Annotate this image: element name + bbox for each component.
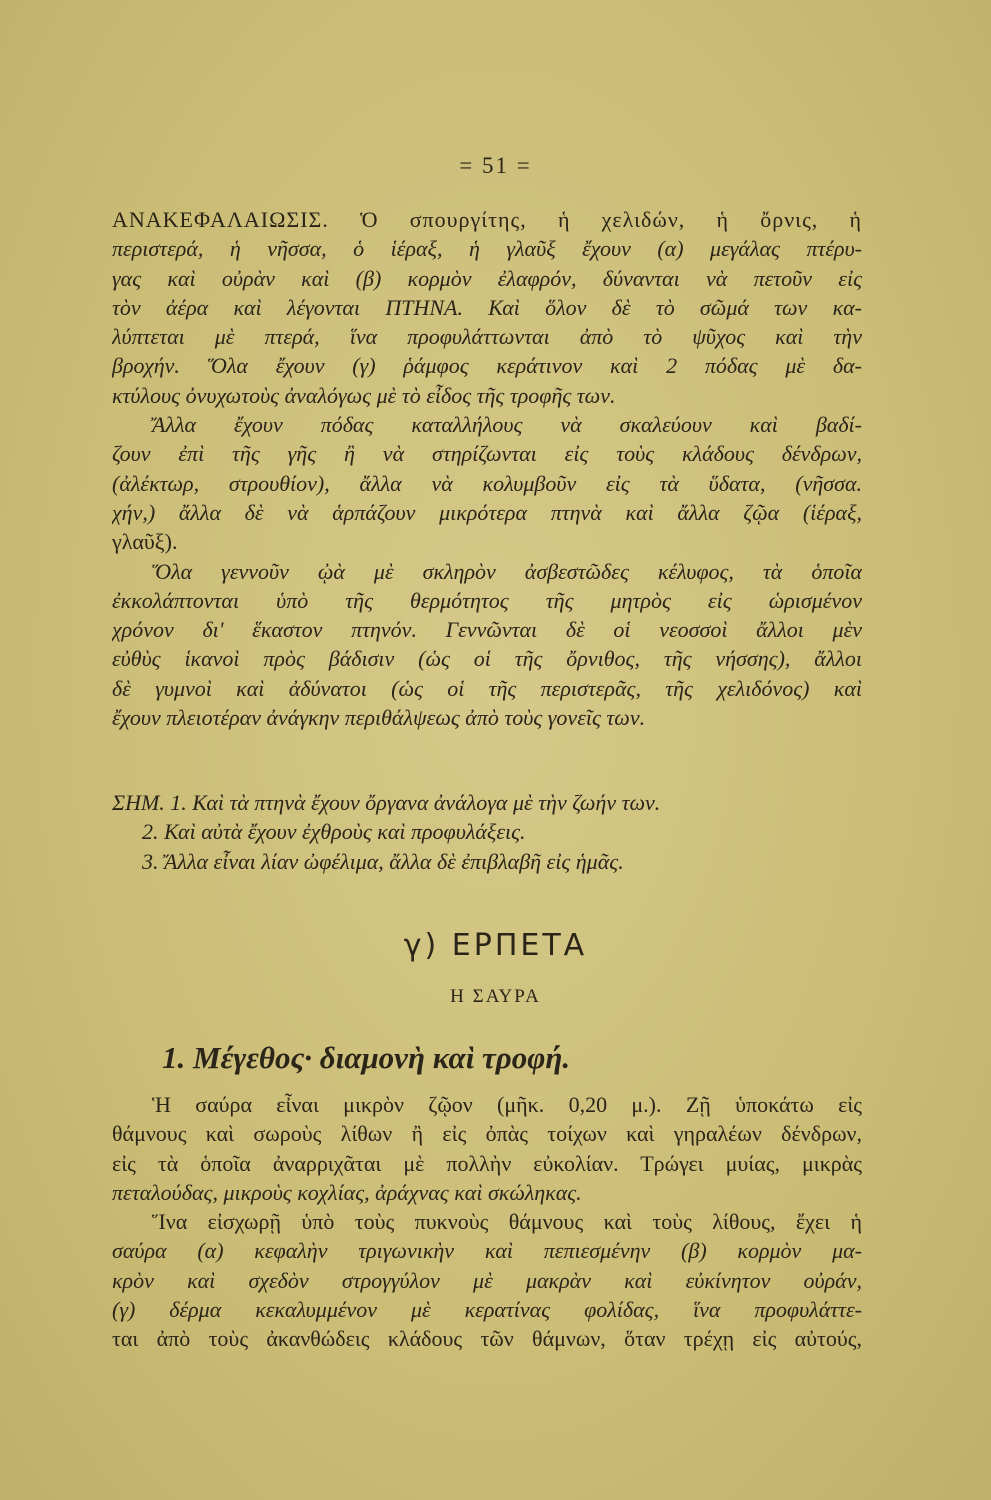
summary-line: λύπτεται μὲ πτερά, ἵνα προφυλάττωνται ἀπὸ τὸ ψῦχος καὶ τὴν [112,324,862,350]
summary-line: κτύλους ὀνυχωτοὺς ἀναλόγως μὲ τὸ εἶδος τῆς τροφῆς των. [112,382,616,408]
summary-line: τὸν ἀέρα καὶ λέγονται ΠΤΗΝΑ. Καὶ ὅλον δὲ τὸ σῶμά των κα- [112,294,862,320]
lizard-line: σαύρα (α) κεφαλὴν τριγωνικὴν καὶ πεπιεσμένην (β) κορμὸν μα- [112,1238,862,1264]
chapter-heading: 1. Μέγεθος· διαμονὴ καὶ τροφή. [162,1040,571,1075]
lizard-line: εἰς τὰ ὁποῖα ἀναρριχᾶται μὲ πολλὴν εὐκολίαν. Τρώγει μυίας, μικρὰς [112,1150,862,1176]
summary-line: ΑΝΑΚΕΦΑΛΑΙΩΣΙΣ. Ὁ σπουργίτης, ἡ χελιδών, ἡ ὄρνις, ἡ [112,207,862,232]
lizard-paragraph [112,1090,862,1354]
lizard-line: Ἵνα εἰσχωρῇ ὑπὸ τοὺς πυκνοὺς θάμνους καὶ τοὺς λίθους, ἔχει ἡ [152,1209,862,1235]
lizard-line: (γ) δέρμα κεκαλυμμένον μὲ κερατίνας φολίδας, ἵνα προφυλάττε- [112,1297,862,1323]
lizard-line: Ἡ σαύρα εἶναι μικρὸν ζῷον (μῆκ. 0,20 μ.). Ζῇ ὑποκάτω εἰς [152,1092,862,1117]
summary-line: βροχήν. Ὅλα ἔχουν (γ) ῥάμφος κεράτινον καὶ 2 πόδας μὲ δα- [112,353,862,379]
summary-line: ἐκκολάπτονται ὑπὸ τῆς θερμότητος τῆς μητρὸς εἰς ὡρισμένον [112,587,862,613]
lizard-line: πεταλούδας, μικροὺς κοχλίας, ἀράχνας καὶ σκώληκας. [112,1179,582,1205]
page-number: = 51 = [459,153,532,178]
note-line: 2. Καὶ αὐτὰ ἔχουν ἐχθροὺς καὶ προφυλάξεις. [142,819,526,845]
summary-line: περιστερά, ἡ νῆσσα, ὁ ἱέραξ, ἡ γλαῦξ ἔχουν (α) μεγάλας πτέρυ- [112,236,862,262]
summary-line: ζουν ἐπὶ τῆς γῆς ἢ νὰ στηρίζωνται εἰς τοὺς κλάδους δένδρων, [112,441,862,467]
summary-line: χήν,) ἄλλα δὲ νὰ ἁρπάζουν μικρότερα πτηνὰ καὶ ἄλλα ζῷα (ἱέραξ, [112,499,862,525]
summary-line: Ὅλα γεννοῦν ᾠὰ μὲ σκληρὸν ἀσβεστῶδες κέλυφος, τὰ ὁποῖα [152,558,862,584]
lizard-line: θάμνους καὶ σωροὺς λίθων ἢ εἰς ὀπὰς τοίχων καὶ γηραλέων δένδρων, [112,1121,862,1147]
summary-line: (ἀλέκτωρ, στρουθίον), ἄλλα νὰ κολυμβοῦν εἰς τὰ ὕδατα, (νῆσσα. [112,470,862,496]
summary-line: ἔχουν πλειοτέραν ἀνάγκην περιθάλψεως ἀπὸ τοὺς γονεῖς των. [112,705,646,731]
subsection-title: Η ΣΑΥΡΑ [450,986,541,1007]
lizard-line: κρὸν καὶ σχεδὸν στρογγύλον μὲ μακρὰν καὶ εὐκίνητον οὐράν, [112,1267,862,1293]
lizard-line: ται ἀπὸ τοὺς ἀκανθώδεις κλάδους τῶν θάμνων, ὅταν τρέχῃ εἰς αὐτούς, [112,1326,862,1352]
summary-paragraph [112,205,862,732]
summary-line: γας καὶ οὐρὰν καὶ (β) κορμὸν ἐλαφρόν, δύνανται νὰ πετοῦν εἰς [112,265,862,291]
notes-block [112,788,862,876]
note-line: ΣΗΜ. 1. Καὶ τὰ πτηνὰ ἔχουν ὄργανα ἀνάλογα μὲ τὴν ζωήν των. [112,790,661,815]
summary-line: χρόνον δι' ἕκαστον πτηνόν. Γεννῶνται δὲ οἱ νεοσσοὶ ἄλλοι μὲν [112,617,862,643]
section-title: γ) ΕΡΠΕΤΑ [403,928,588,963]
summary-line: εὐθὺς ἱκανοὶ πρὸς βάδισιν (ὡς οἱ τῆς ὄρνιθος, τῆς νήσσης), ἄλλοι [112,646,862,672]
note-line: 3. Ἄλλα εἶναι λίαν ὠφέλιμα, ἄλλα δὲ ἐπιβλαβῆ εἰς ἡμᾶς. [142,848,624,874]
summary-line: Ἄλλα ἔχουν πόδας καταλλήλους νὰ σκαλεύουν καὶ βαδί- [152,412,862,438]
summary-line: δὲ γυμνοὶ καὶ ἀδύνατοι (ὡς οἱ τῆς περιστερᾶς, τῆς χελιδόνος) καὶ [112,675,862,701]
summary-line: γλαῦξ). [112,529,178,555]
